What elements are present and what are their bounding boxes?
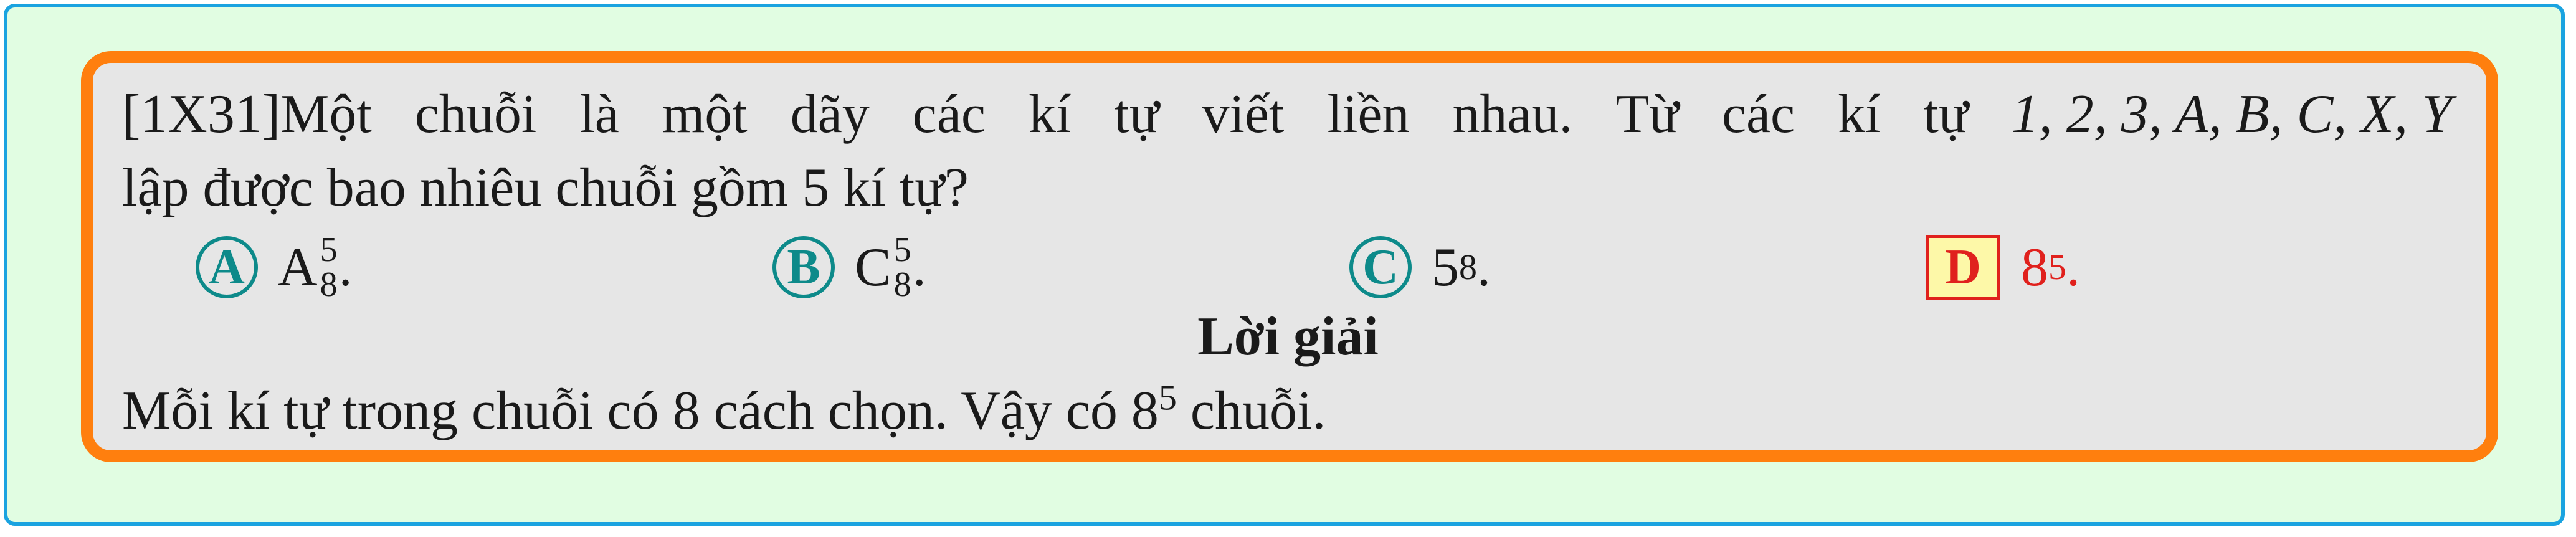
option-d-label: D <box>1926 235 2000 300</box>
option-d-base: 8 <box>2021 237 2048 298</box>
question-line-1: [1X31]Một chuỗi là một dãy các kí tự viết liền nhau. Từ các kí tự 1, 2, 3, A, B, C, X, Y <box>122 84 2452 145</box>
option-a[interactable]: A A 5 8 . <box>196 233 353 302</box>
question-id: [1X31] <box>122 84 281 145</box>
option-d[interactable]: D 8 5 . <box>1926 233 2080 302</box>
option-b[interactable]: B C 5 8 . <box>772 233 926 302</box>
option-c[interactable]: C 5 8 . <box>1349 233 1491 302</box>
option-b-indices: 5 8 <box>893 230 911 304</box>
question-characters: 1, 2, 3, A, B, C, X, Y <box>2011 84 2452 145</box>
solution-text: Mỗi kí tự trong chuỗi có 8 cách chọn. Vậy có $8^5$ chuỗi. <box>122 377 1326 441</box>
option-b-label: B <box>772 236 835 298</box>
option-c-base: 5 <box>1432 237 1459 298</box>
option-a-indices: 5 8 <box>320 230 338 304</box>
option-a-label: A <box>196 236 258 298</box>
option-a-base: A <box>278 237 318 298</box>
question-line-2: lập được bao nhiêu chuỗi gồm 5 kí tự? <box>122 158 969 218</box>
option-b-base: C <box>855 237 891 298</box>
option-c-label: C <box>1349 236 1412 298</box>
question-first-word: [1X31]Một <box>122 84 372 145</box>
solution-heading: Lời giải <box>1197 307 1379 367</box>
